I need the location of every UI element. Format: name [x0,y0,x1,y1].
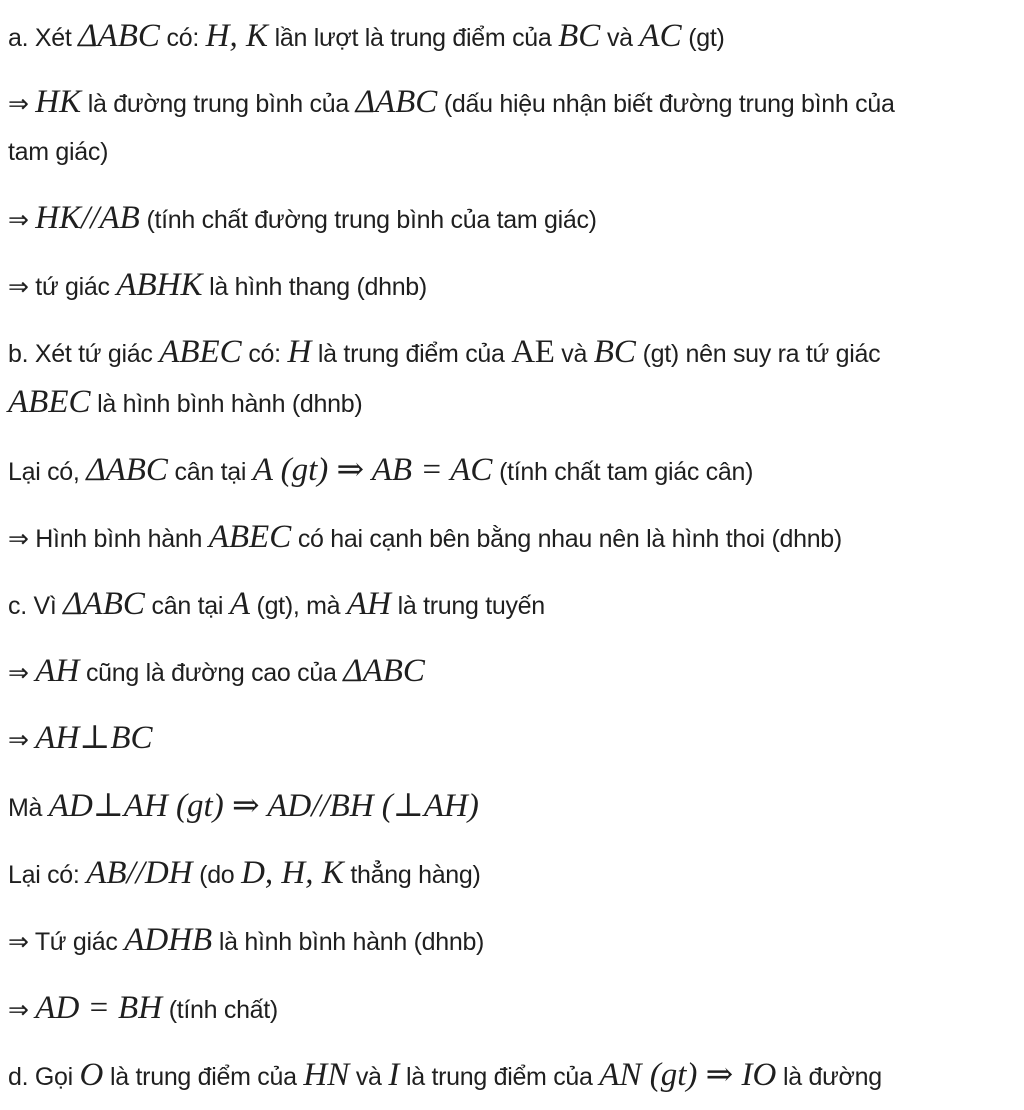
line-abhk-trapezoid: ⇒ tứ giác ABHK là hình thang (dhnb) [8,267,427,303]
line-part-d-intro: d. Gọi O là trung điểm của HN và I là trung điểm của AN (gt) ⇒ IO là đường [8,1057,882,1093]
line-midline-conclusion: ⇒ HK là đường trung bình của ΔABC (dấu hiệu nhận biết đường trung bình của [8,84,895,120]
line-hk-parallel-ab: ⇒ HK//AB (tính chất đường trung bình của tam giác) [8,200,597,236]
line-ab-parallel-dh: Lại có: AB//DH (do D, H, K thẳng hàng) [8,855,481,891]
line-adhb-parallelogram: ⇒ Tứ giác ADHB là hình bình hành (dhnb) [8,922,485,958]
line-ad-parallel-bh: Mà AD⊥AH (gt) ⇒ AD//BH (⊥AH) [8,788,479,824]
line-part-b-intro: b. Xét tứ giác ABEC có: H là trung điểm của AE và BC (gt) nên suy ra tứ giác [8,334,881,370]
line-abec-rhombus: ⇒ Hình bình hành ABEC có hai cạnh bên bằng nhau nên là hình thoi (dhnb) [8,519,842,555]
line-ah-altitude: ⇒ AH cũng là đường cao của ΔABC [8,653,425,689]
line-midline-continuation: tam giác) [8,138,109,166]
line-isosceles-ab-ac: Lại có, ΔABC cân tại A (gt) ⇒ AB = AC (tính chất tam giác cân) [8,452,754,488]
line-ah-perp-bc: ⇒ AH⊥BC [8,720,153,756]
line-ad-equals-bh: ⇒ AD = BH (tính chất) [8,990,278,1026]
line-part-a-intro: a. Xét ΔABC có: H, K lần lượt là trung điểm của BC và AC (gt) [8,18,725,54]
line-part-c-intro: c. Vì ΔABC cân tại A (gt), mà AH là trung tuyến [8,586,545,622]
line-abec-parallelogram: ABEC là hình bình hành (dhnb) [8,384,363,420]
